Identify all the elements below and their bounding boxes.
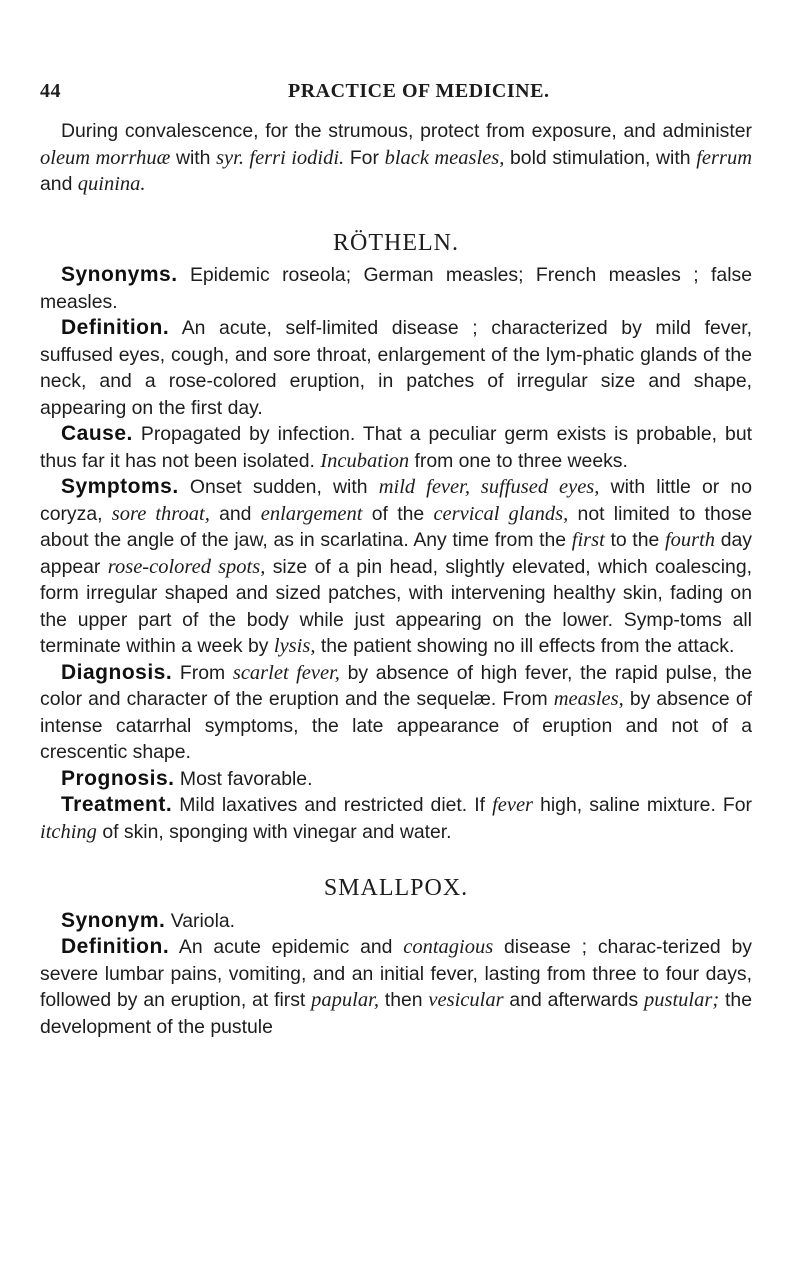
italic-term: fever [492,794,534,816]
text-run: disease ; charac-terized by severe lumbar pains, vomiting, and an initial fever, lasting from three to four days, followed by an eruption, at first [40,936,752,1011]
smallpox-synonym [40,908,752,935]
running-title: PRACTICE OF MEDICINE. [288,80,550,102]
text-run: and [40,173,78,195]
italic-term: oleum morrhuæ [40,146,171,169]
text-run: to the [604,529,665,551]
rotheln-symptoms [40,474,752,660]
smallpox-definition [40,934,752,1040]
rotheln-cause [40,421,752,474]
italic-term: vesicular [428,989,504,1011]
page-body [40,118,752,1040]
text-run: high, saline mixture. For [533,794,752,816]
text-run: by absence of intense catarrhal symptoms, the late appearance of eruption and not of a crescentic shape. [40,688,752,763]
italic-term: measles, [553,688,624,710]
text-run: Variola. [165,909,236,932]
italic-term: mild fever, suffused eyes, [378,476,600,498]
lead-heading: Synonym. [61,908,166,932]
italic-term: contagious [403,936,494,958]
italic-term: black measles, [384,146,505,169]
text-run: the development of the pustule [40,989,752,1038]
italic-term: lysis, [273,635,316,657]
text-run: From [172,661,233,684]
text-run: During convalescence, for the strumous, protect from exposure, and administer [61,120,752,142]
italic-term: papular, [311,989,379,1011]
italic-term: rose-colored spots, [107,555,266,578]
lead-heading: Treatment. [61,793,173,816]
lead-heading: Symptoms. [61,475,179,498]
lead-heading: Cause. [61,422,133,445]
italic-term: fourth [664,529,716,551]
italic-term: enlargement [260,502,363,525]
text-run: Propagated by infection. That a peculiar germ exists is probable, but thus far it has not been isolated. [40,423,752,472]
text-run: then [378,989,429,1011]
text-run: Most favorable. [174,767,313,790]
text-run: Mild laxatives and restricted diet. If [172,794,493,816]
rotheln-diagnosis [40,660,752,766]
text-run: Epidemic roseola; German measles; French measles ; false measles. [40,264,752,313]
text-run: An acute epidemic and [169,936,404,958]
text-run: the patient showing no ill effects from the attack. [315,635,735,657]
text-run: not limited to those about the angle of the jaw, as in scarlatina. Any time from the [40,502,752,551]
section-title-rotheln: RÖTHELN. [333,229,459,256]
italic-term: itching [40,820,97,843]
italic-term: pustular; [644,989,720,1011]
lead-heading: Synonyms. [61,263,178,286]
italic-term: Incubation [320,449,410,472]
text-run: Onset sudden, with [178,476,379,498]
page-number: 44 [40,80,61,102]
text-run: For [344,146,385,169]
text-run: size of a pin head, slightly elevated, which coalescing, form irregular shaped and sized patches, with intervening healthy skin, fading on the upper part of the body while just appearing on the lower. Symp-toms all terminate within a week by [40,555,752,657]
text-run: of skin, sponging with vinegar and water. [96,820,452,843]
italic-term: first [571,529,605,551]
italic-term: scarlet fever, [232,661,340,684]
rotheln-synonyms [40,262,752,315]
intro-paragraph [40,118,752,198]
rotheln-treatment [40,792,752,845]
text-run: of the [362,502,434,525]
text-run: and [209,502,261,525]
italic-term: quinina. [77,173,146,195]
text-run: from one to three weeks. [409,449,628,472]
text-run: day appear [40,529,752,578]
text-run: bold stimulation, with [504,146,697,169]
italic-term: sore throat, [111,502,210,525]
rotheln-prognosis [40,766,752,793]
italic-term: syr. ferri iodidi. [216,146,345,169]
text-run: and afterwards [503,989,644,1011]
lead-heading: Definition. [61,316,170,339]
lead-heading: Definition. [61,935,170,958]
section-title-smallpox: SMALLPOX. [323,875,469,901]
lead-heading: Diagnosis. [61,660,173,684]
text-run: by absence of high fever, the rapid pulse, the color and character of the eruption and the sequelæ. From [40,661,753,710]
lead-heading: Prognosis. [61,766,175,790]
italic-term: cervical glands, [433,502,569,525]
italic-term: ferrum [696,146,752,169]
text-run: An acute, self-limited disease ; characterized by mild fever, suffused eyes, cough, and sore throat, enlargement of the lym-phatic glands of the neck, and a rose-colored eruption, in patches of irregular size and shape, appearing on the first day. [40,317,752,419]
text-run: with little or no coryza, [40,476,752,525]
text-run: with [170,146,217,169]
rotheln-definition [40,315,752,421]
